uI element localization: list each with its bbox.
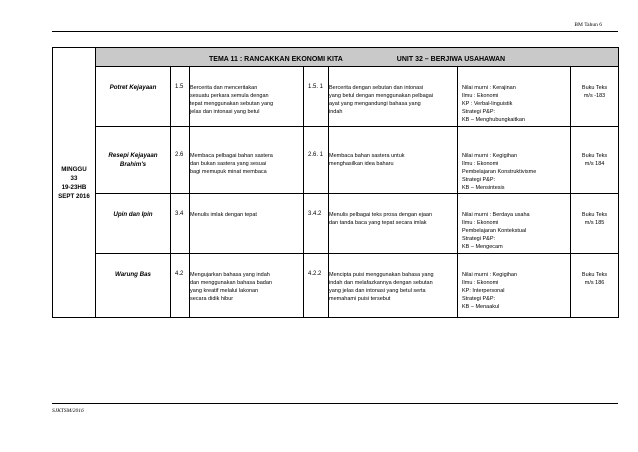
sk-number: 1.5	[171, 67, 190, 127]
topic-cell: Upin dan Ipin	[96, 194, 171, 254]
week-dates: 19-23HB	[61, 183, 87, 191]
sk-number: 4.2	[171, 254, 190, 318]
week-number: 33	[70, 174, 78, 182]
title-row	[53, 48, 619, 67]
notes-cell: Nilai murni : Berdaya usaha Ilmu : Ekonomi Pembelajaran Kontekstual Strategi P&P: KB – Mengecam	[458, 194, 571, 254]
sk-text: Menulis imlak dengan tepat	[190, 194, 304, 254]
notes-cell: Nilai murni : Kegigihan Ilmu : Ekonomi Pembelajaran Konstruktivisme Strategi P&P: KB – Mensintesis	[458, 127, 571, 194]
week-month-year: SEPT 2016	[58, 192, 90, 200]
footer-label: SJKTSM/2016	[52, 408, 84, 414]
lesson-plan-table	[52, 47, 619, 318]
textbook-cell: Buku Teks m/s 184	[571, 127, 619, 194]
notes-cell: Nilai murni : Kegigihan Ilmu : Ekonomi KP: Interpersonal Strategi P&P: KB – Menaakul	[458, 254, 571, 318]
notes-cell: Nilai murni : Kerajinan Ilmu : Ekonomi KP : Verbal-linguistik Strategi P&P: KB – Menghubungkaitkan	[458, 67, 571, 127]
table-row	[53, 127, 619, 194]
sk-text: Mengujarkan bahasa yang indah dan menggunakan bahasa badan yang kreatif melalui lakonan secara didik hibur	[190, 254, 304, 318]
sp-number: 3.4.2	[304, 194, 329, 254]
textbook-cell: Buku Teks m/s 186	[571, 254, 619, 318]
sk-number: 3.4	[171, 194, 190, 254]
header-rule	[52, 31, 618, 32]
textbook-cell: Buku Teks m/s 185	[571, 194, 619, 254]
table-row	[53, 194, 619, 254]
sp-number: 2.6. 1	[304, 127, 329, 194]
sp-text: Bercerita dengan sebutan dan intonasi yang betul dengan menggunakan pelbagai ayat yang mengandungi bahasa yang indah	[329, 67, 458, 127]
sp-number: 4.2.2	[304, 254, 329, 318]
table-row	[53, 254, 619, 318]
sp-text: Menulis pelbagai teks prosa dengan ejaan dan tanda baca yang tepat secara imlak	[329, 194, 458, 254]
sp-text: Mencipta puisi menggunakan bahasa yang indah dan melafazkannya dengan sebutan yang jelas dan intonasi yang betul serta memahami puisi tersebut	[329, 254, 458, 318]
week-cell	[53, 48, 96, 318]
topic-cell: Warung Bas	[96, 254, 171, 318]
week-label: MINGGU	[61, 165, 87, 173]
header-label: BM Tahun 6	[574, 22, 602, 28]
sk-number: 2.6	[171, 127, 190, 194]
sp-number: 1.5. 1	[304, 67, 329, 127]
textbook-cell: Buku Teks m/s -183	[571, 67, 619, 127]
unit-title: UNIT 32 – BERJIWA USAHAWAN	[396, 56, 506, 63]
sp-text: Membaca bahan sastera untuk menghasilkan idea baharu	[329, 127, 458, 194]
footer-rule	[52, 403, 618, 404]
table-row	[53, 67, 619, 127]
title-cell	[96, 48, 619, 67]
topic-cell: Resepi Kejayaan Brahim's	[96, 127, 171, 194]
sk-text: Bercerita dan menceritakan sesuatu perkara semula dengan tepat menggunakan sebutan yang jelas dan intonasi yang betul	[190, 67, 304, 127]
theme-title: TEMA 11 : RANCAKKAN EKONOMI KITA	[209, 56, 343, 63]
topic-cell: Potret Kejayaan	[96, 67, 171, 127]
sk-text: Membaca pelbagai bahan sastera dan bukan sastera yang sesuai bagi memupuk minat membaca	[190, 127, 304, 194]
